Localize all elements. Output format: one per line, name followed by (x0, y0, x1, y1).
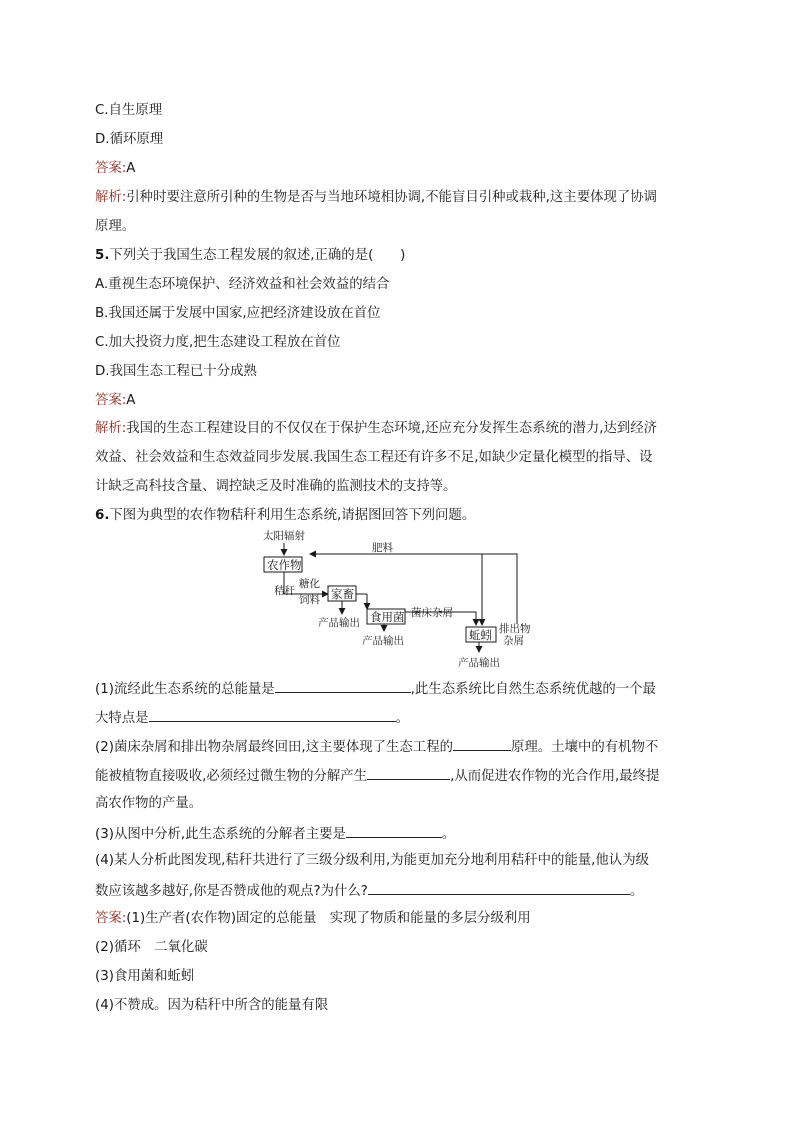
question-stem (95, 506, 475, 526)
answer-item: (4)不赞成。因为秸秆中所含的能量有限 (95, 998, 329, 1013)
question-number: 5. (95, 248, 110, 263)
label-excreta-2: 杂屑 (503, 635, 524, 647)
subquestion-4: (4)某人分析此图发现,秸秆共进行了三级分级利用,为能更加充分地利用秸秆中的能量,他认为级 (95, 853, 649, 868)
answer-item: (3)食用菌和蚯蚓 (95, 969, 195, 984)
analysis-continued: 原理。 (95, 219, 136, 234)
subquestion-1-continued: 大特点是 。 (95, 707, 409, 729)
analysis-text: 引种时要注意所引种的生物是否与当地环境相协调,不能盲目引种或栽种,这主要体现了协调 (126, 190, 658, 205)
ecosystem-diagram (255, 528, 545, 674)
analysis-label: 解析: (95, 421, 127, 436)
answer-value: (1)生产者(农作物)固定的总能量 实现了物质和能量的多层分级利用 (126, 911, 531, 926)
label-feed: 饲料 (299, 594, 320, 606)
analysis-line (95, 188, 657, 208)
answer-line (95, 159, 135, 179)
answer-item: (2)循环 二氧化碳 (95, 940, 208, 955)
label-product-output-3: 产品输出 (458, 657, 500, 669)
answer-label: 答案: (95, 911, 127, 926)
question-stem (95, 246, 405, 266)
answer-line (95, 909, 531, 929)
label-livestock: 家畜 (331, 587, 354, 601)
answer-value: A (126, 161, 136, 176)
subquestion-1: (1)流经此生态系统的总能量是 ,此生态系统比自然生态系统优越的一个最 (95, 678, 656, 700)
answer-blank[interactable] (275, 678, 411, 693)
label-sun: 太阳辐射 (263, 530, 305, 542)
question-number: 6. (95, 508, 110, 523)
label-bed-residue: 菌床杂屑 (411, 607, 453, 619)
label-fertilizer: 肥料 (372, 542, 393, 554)
analysis-line (95, 419, 657, 439)
label-product-output-2: 产品输出 (362, 635, 404, 647)
answer-blank[interactable] (453, 736, 511, 751)
label-straw: 秸秆 (274, 585, 295, 597)
option-c: C.自生原理 (95, 103, 163, 118)
subquestion-2: (2)菌床杂屑和排出物杂屑最终回田,这主要体现了生态工程的 原理。土壤中的有机物不 (95, 736, 658, 758)
option-b: B.我国还属于发展中国家,应把经济建设放在首位 (95, 306, 381, 321)
analysis-continued: 计缺乏高科技含量、调控缺乏及时准确的监测技术的支持等。 (95, 479, 457, 494)
answer-label: 答案: (95, 161, 127, 176)
answer-blank[interactable] (346, 823, 442, 838)
question-text: 下列关于我国生态工程发展的叙述,正确的是( ) (109, 248, 406, 263)
arrow-fertilizer-return (310, 554, 517, 564)
label-saccharify: 糖化 (299, 578, 320, 590)
analysis-label: 解析: (95, 190, 127, 205)
answer-value: A (126, 393, 136, 408)
answer-blank[interactable] (149, 707, 396, 722)
answer-blank[interactable] (368, 880, 630, 895)
analysis-continued: 效益、社会效益和生态效益同步发展.我国生态工程还有许多不足,如缺少定量化模型的指导、设 (95, 450, 653, 465)
option-a: A.重视生态环境保护、经济效益和社会效益的结合 (95, 277, 390, 292)
subquestion-2-continued: 能被植物直接吸收,必须经过微生物的分解产生 ,从而促进农作物的光合作用,最终提 (95, 765, 659, 787)
label-earthworm: 蚯蚓 (469, 628, 492, 642)
answer-label: 答案: (95, 393, 127, 408)
label-excreta-1: 排出物 (499, 623, 531, 635)
subquestion-4-continued: 数应该越多越好,你是否赞成他的观点?为什么? 。 (95, 880, 643, 902)
subquestion-3: (3)从图中分析,此生态系统的分解者主要是 。 (95, 823, 455, 845)
option-c: C.加大投资力度,把生态建设工程放在首位 (95, 335, 341, 350)
option-d: D.我国生态工程已十分成熟 (95, 364, 257, 379)
answer-blank[interactable] (367, 765, 450, 780)
subquestion-2-continued: 高农作物的产量。 (95, 796, 203, 811)
answer-line (95, 391, 135, 411)
label-product-output-1: 产品输出 (318, 617, 360, 629)
option-d: D.循环原理 (95, 132, 164, 147)
label-crop: 农作物 (267, 558, 302, 572)
label-fungi: 食用菌 (370, 610, 405, 624)
question-text: 下图为典型的农作物秸秆利用生态系统,请据图回答下列问题。 (109, 508, 476, 523)
analysis-text: 我国的生态工程建设目的不仅仅在于保护生态环境,还应充分发挥生态系统的潜力,达到经济 (126, 421, 658, 436)
